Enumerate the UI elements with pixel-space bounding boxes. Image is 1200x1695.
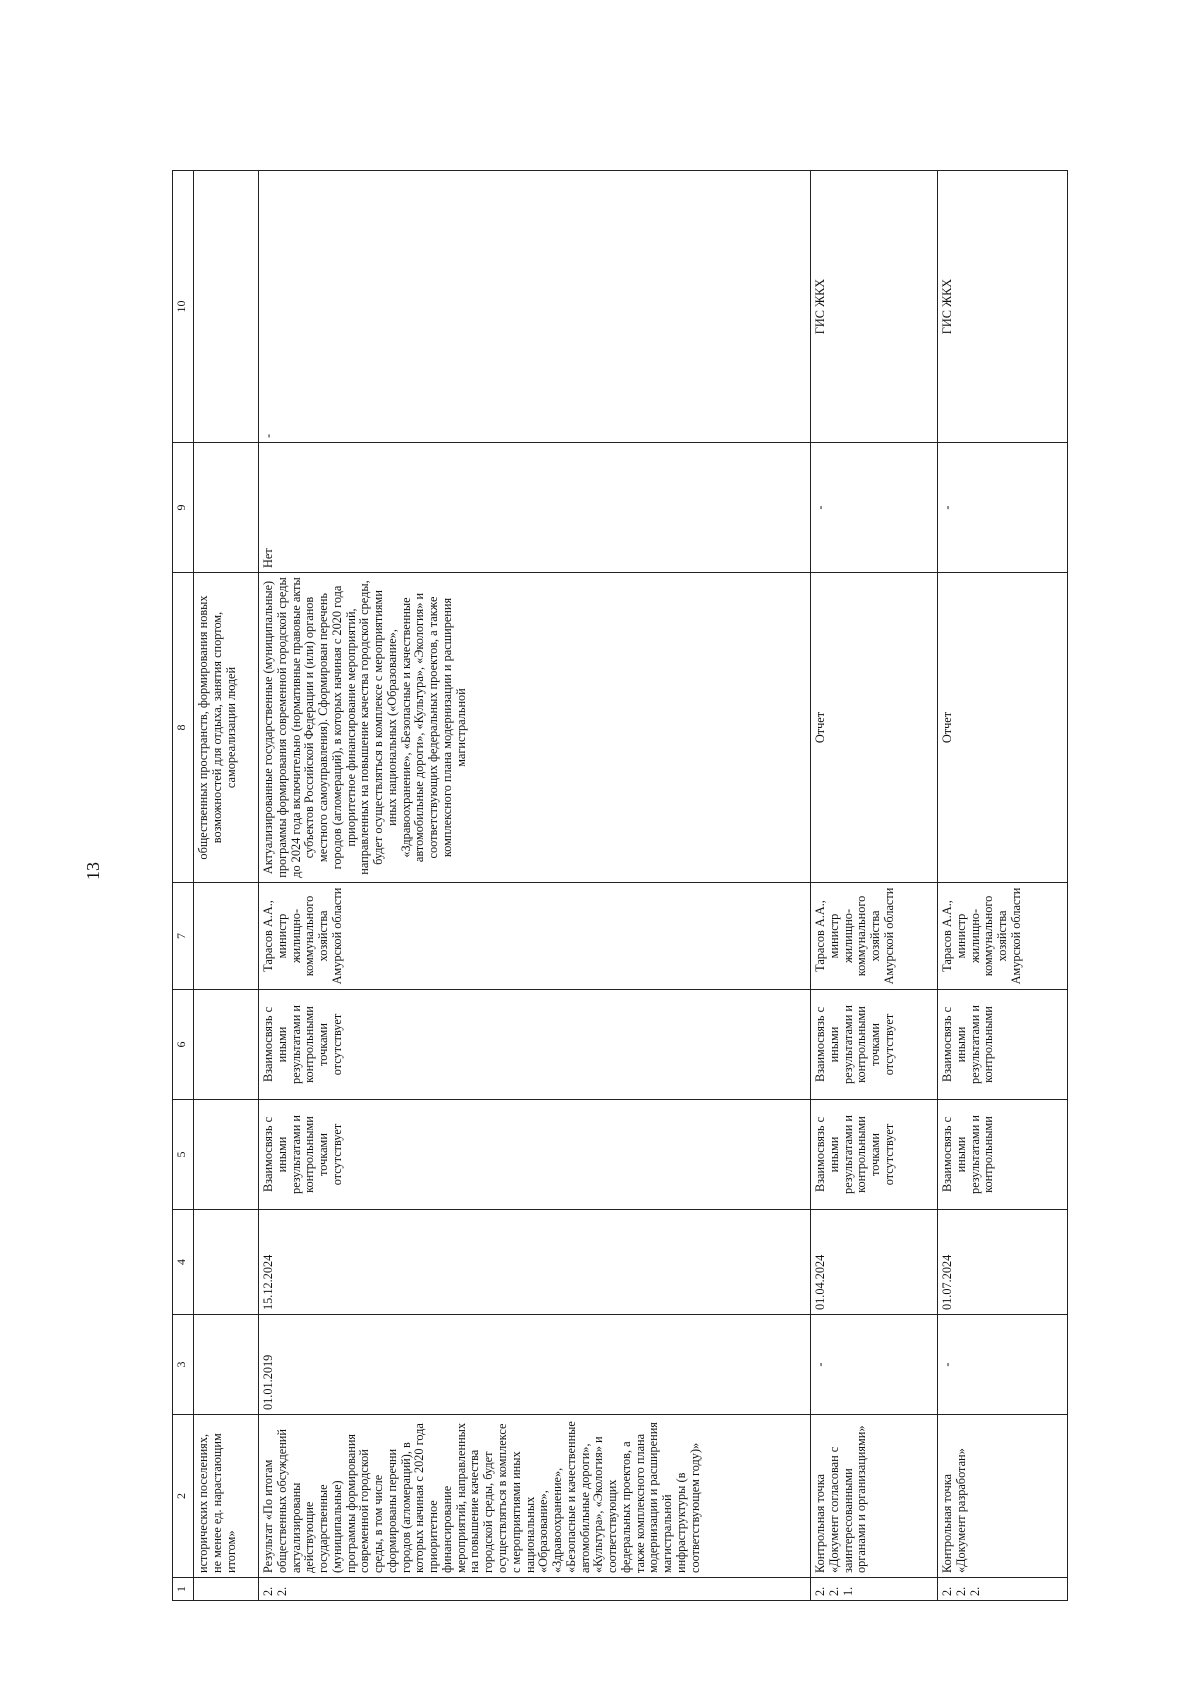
table-cell [194,1100,259,1210]
table-cell [194,1578,259,1601]
table-row [938,171,1068,1601]
predecessor-link: Взаимосвязь с иными результатами и контрольными точками отсутствует [259,1100,811,1210]
predecessor-link: Взаимосвязь с иными результатами и контрольными точками отсутствует [811,1100,938,1210]
row-name: Контрольная точка «Документ согласован с заинтересованными органами и организациями» [811,1415,938,1578]
end-date: 01.07.2024 [938,1210,1068,1315]
level: Нет [259,443,811,573]
document-type: Актуализированные государственные (муниципальные) программы формирования современной городской среды до 2024 года включительно (нормативные правовые акты субъектов Российской Федерации и (или) органов местного самоуправления). Сформирован перечень городов (агломераций), в которых начиная с 2020 года приоритетное финансирование мероприятий, направленных на повышение качества городской среды, будет осуществляться в комплексе с мероприятиями иных национальных («Образование», «Здравоохранение», «Безопасные и качественные автомобильные дороги», «Культура», «Экология» и соответствующих федеральных проектов, а также комплексного плана модернизации и расширения магистральной [259,573,811,883]
document-type: Отчет [938,573,1068,883]
start-date: 01.01.2019 [259,1315,811,1415]
table-cell [194,883,259,990]
table-row [259,171,811,1601]
level: - [938,443,1068,573]
row-number: 2.2.2. [938,1578,1068,1601]
table-row [811,171,938,1601]
responsible: Тарасов А.А., министр жилищно-коммунального хозяйства Амурской области [938,883,1068,990]
row-number: 2.2. [259,1578,811,1601]
successor-link: Взаимосвязь с иными результатами и контрольными [938,990,1068,1100]
column-number-row [173,171,194,1601]
table-cell [194,990,259,1100]
info-system: ГИС ЖКХ [811,171,938,443]
info-system: ГИС ЖКХ [938,171,1068,443]
start-date: - [811,1315,938,1415]
row-name: Контрольная точка «Документ разработан» [938,1415,1068,1578]
table-cell [194,171,259,443]
responsible: Тарасов А.А., министр жилищно-коммунального хозяйства Амурской области [811,883,938,990]
successor-link: Взаимосвязь с иными результатами и контрольными точками отсутствует [811,990,938,1100]
info-system: - [259,171,811,443]
document-type: Отчет [811,573,938,883]
end-date: 15.12.2024 [259,1210,811,1315]
predecessor-link: Взаимосвязь с иными результатами и контрольными [938,1100,1068,1210]
column-header: 9 [173,443,194,573]
column-header: 1 [173,1578,194,1601]
plan-table [172,170,1068,1601]
table-cell: общественных пространств, формирования новых возможностей для отдыха, занятия спортом, самореализации людей [194,573,259,883]
column-header: 6 [173,990,194,1100]
table-row-continuation [194,171,259,1601]
column-header: 10 [173,171,194,443]
table-cell [194,1210,259,1315]
column-header: 5 [173,1100,194,1210]
table-cell [194,1315,259,1415]
table-cell: исторических поселениях, не менее ед. нарастающим итогом» [194,1415,259,1578]
successor-link: Взаимосвязь с иными результатами и контрольными точками отсутствует [259,990,811,1100]
responsible: Тарасов А.А., министр жилищно-коммунального хозяйства Амурской области [259,883,811,990]
column-header: 4 [173,1210,194,1315]
column-header: 2 [173,1415,194,1578]
row-name: Результат «По итогам общественных обсуждений актуализированы действующие государственные (муниципальные) программы формирования современной городской среды, в том числе сформированы перечни городов (агломераций), в которых начиная с 2020 года приоритетное финансирование мероприятий, направленных на повышение качества городской среды, будет осуществляться в комплексе с мероприятиями иных национальных «Образование», «Здравоохранение», «Безопасные и качественные автомобильные дороги», «Культура», «Экология» и соответствующих федеральных проектов, а также комплексного плана модернизации и расширения магистральной инфраструктуры (в соответствующем году)» [259,1415,811,1578]
end-date: 01.04.2024 [811,1210,938,1315]
column-header: 3 [173,1315,194,1415]
rotated-table-container [172,171,1122,1601]
table-cell [194,443,259,573]
row-number: 2.2.1. [811,1578,938,1601]
page-number: 13 [83,862,103,880]
start-date: - [938,1315,1068,1415]
level: - [811,443,938,573]
column-header: 8 [173,573,194,883]
column-header: 7 [173,883,194,990]
